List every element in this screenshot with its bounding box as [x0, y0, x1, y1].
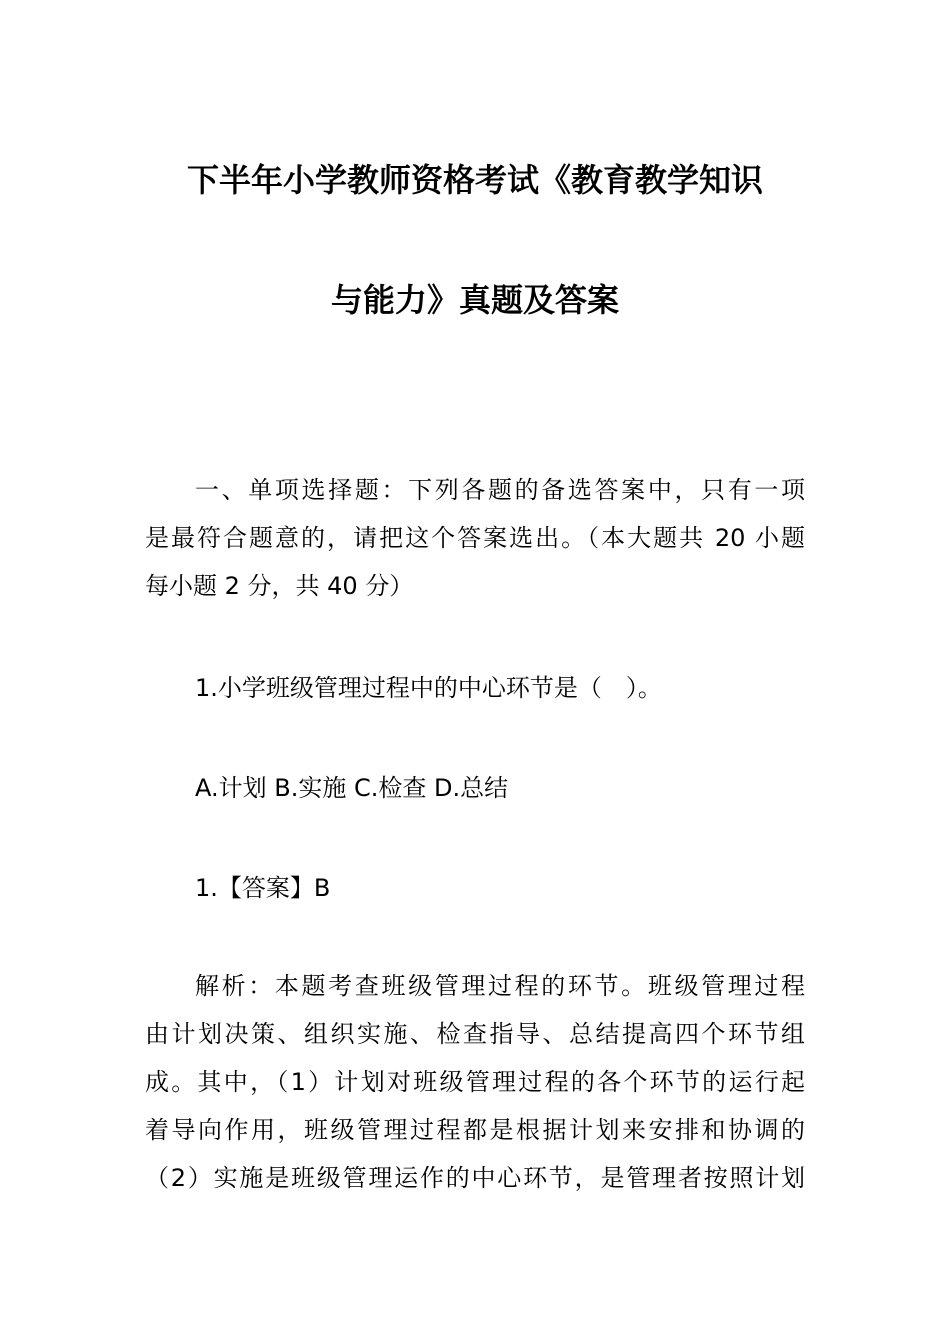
section-intro-line-3: 每小题 2 分，共 40 分）	[145, 572, 414, 600]
question-1-text: 1.小学班级管理过程中的中心环节是（ ）。	[195, 674, 662, 702]
question-1-answer: 1.【答案】B	[195, 874, 331, 902]
analysis-line-4: 着导向作用，班级管理过程都是根据计划来安排和协调的	[145, 1116, 805, 1144]
analysis-line-2: 由计划决策、组织实施、检查指导、总结提高四个环节组	[145, 1020, 805, 1048]
document-title-line-2: 与能力》真题及答案	[330, 281, 619, 319]
document-title-line-1: 下半年小学教师资格考试《教育教学知识	[186, 161, 763, 199]
section-intro-line-2: 是最符合题意的，请把这个答案选出。（本大题共 20 小题	[145, 524, 805, 552]
analysis-line-1: 解析：本题考查班级管理过程的环节。班级管理过程	[195, 972, 805, 1000]
question-1-options: A.计划 B.实施 C.检查 D.总结	[195, 774, 509, 802]
section-intro-line-1: 一、单项选择题：下列各题的备选答案中，只有一项	[195, 476, 805, 504]
question-1-analysis-paragraph	[145, 962, 805, 1202]
section-intro-paragraph	[145, 466, 805, 610]
analysis-line-5: （2）实施是班级管理运作的中心环节，是管理者按照计划	[145, 1164, 805, 1192]
analysis-line-3: 成。其中，（1）计划对班级管理过程的各个环节的运行起	[145, 1068, 805, 1096]
